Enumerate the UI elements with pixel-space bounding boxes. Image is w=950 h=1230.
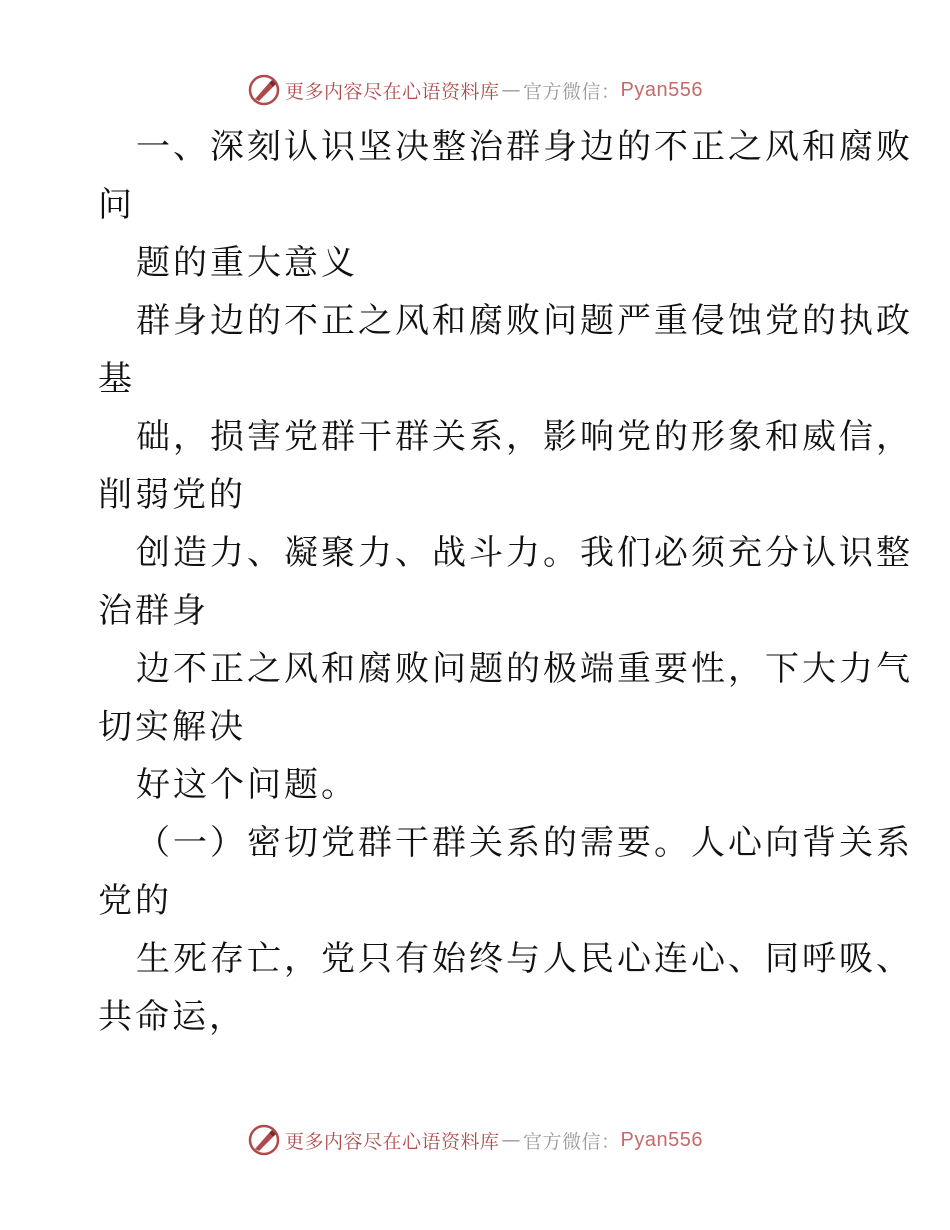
header-watermark bbox=[0, 70, 950, 110]
watermark-wechat-id: Pyan556 bbox=[620, 78, 703, 101]
text-line: 共命运， bbox=[98, 997, 246, 1037]
watermark-wechat-label: 官方微信： bbox=[523, 80, 621, 103]
text-line: 题的重大意义 bbox=[136, 243, 358, 283]
text-line: 边不正之风和腐败问题的极端重要性，下大力气 bbox=[136, 649, 913, 689]
text-line: 生死存亡，党只有始终与人民心连心、同呼吸、 bbox=[136, 939, 913, 979]
pen-logo-icon bbox=[247, 1123, 281, 1157]
pen-logo-icon bbox=[247, 73, 281, 107]
text-line: 一、深刻认识坚决整治群身边的不正之风和腐败 bbox=[136, 127, 913, 167]
text-line: 问 bbox=[98, 185, 135, 225]
text-line: 础，损害党群干群关系，影响党的形象和威信， bbox=[136, 417, 913, 457]
text-line: 治群身 bbox=[98, 591, 209, 631]
footer-watermark bbox=[0, 1120, 950, 1160]
text-line: 切实解决 bbox=[98, 707, 246, 747]
text-line: 基 bbox=[98, 359, 135, 399]
watermark-wechat-id: Pyan556 bbox=[620, 1128, 703, 1151]
watermark-wechat-label: 官方微信： bbox=[523, 1130, 621, 1153]
text-line: 创造力、凝聚力、战斗力。我们必须充分认识整 bbox=[136, 533, 913, 573]
watermark-prefix: 更多内容尽在心语资料库 bbox=[285, 80, 500, 103]
watermark-prefix: 更多内容尽在心语资料库 bbox=[285, 1130, 500, 1153]
text-line: （一）密切党群干群关系的需要。人心向背关系 bbox=[136, 823, 913, 863]
text-line: 好这个问题。 bbox=[136, 765, 358, 805]
text-line: 党的 bbox=[98, 881, 172, 921]
document-body bbox=[98, 118, 913, 1046]
text-line: 群身边的不正之风和腐败问题严重侵蚀党的执政 bbox=[136, 301, 913, 341]
watermark-separator: — bbox=[501, 1129, 522, 1151]
text-line: 削弱党的 bbox=[98, 475, 246, 515]
watermark-separator: — bbox=[501, 79, 522, 101]
